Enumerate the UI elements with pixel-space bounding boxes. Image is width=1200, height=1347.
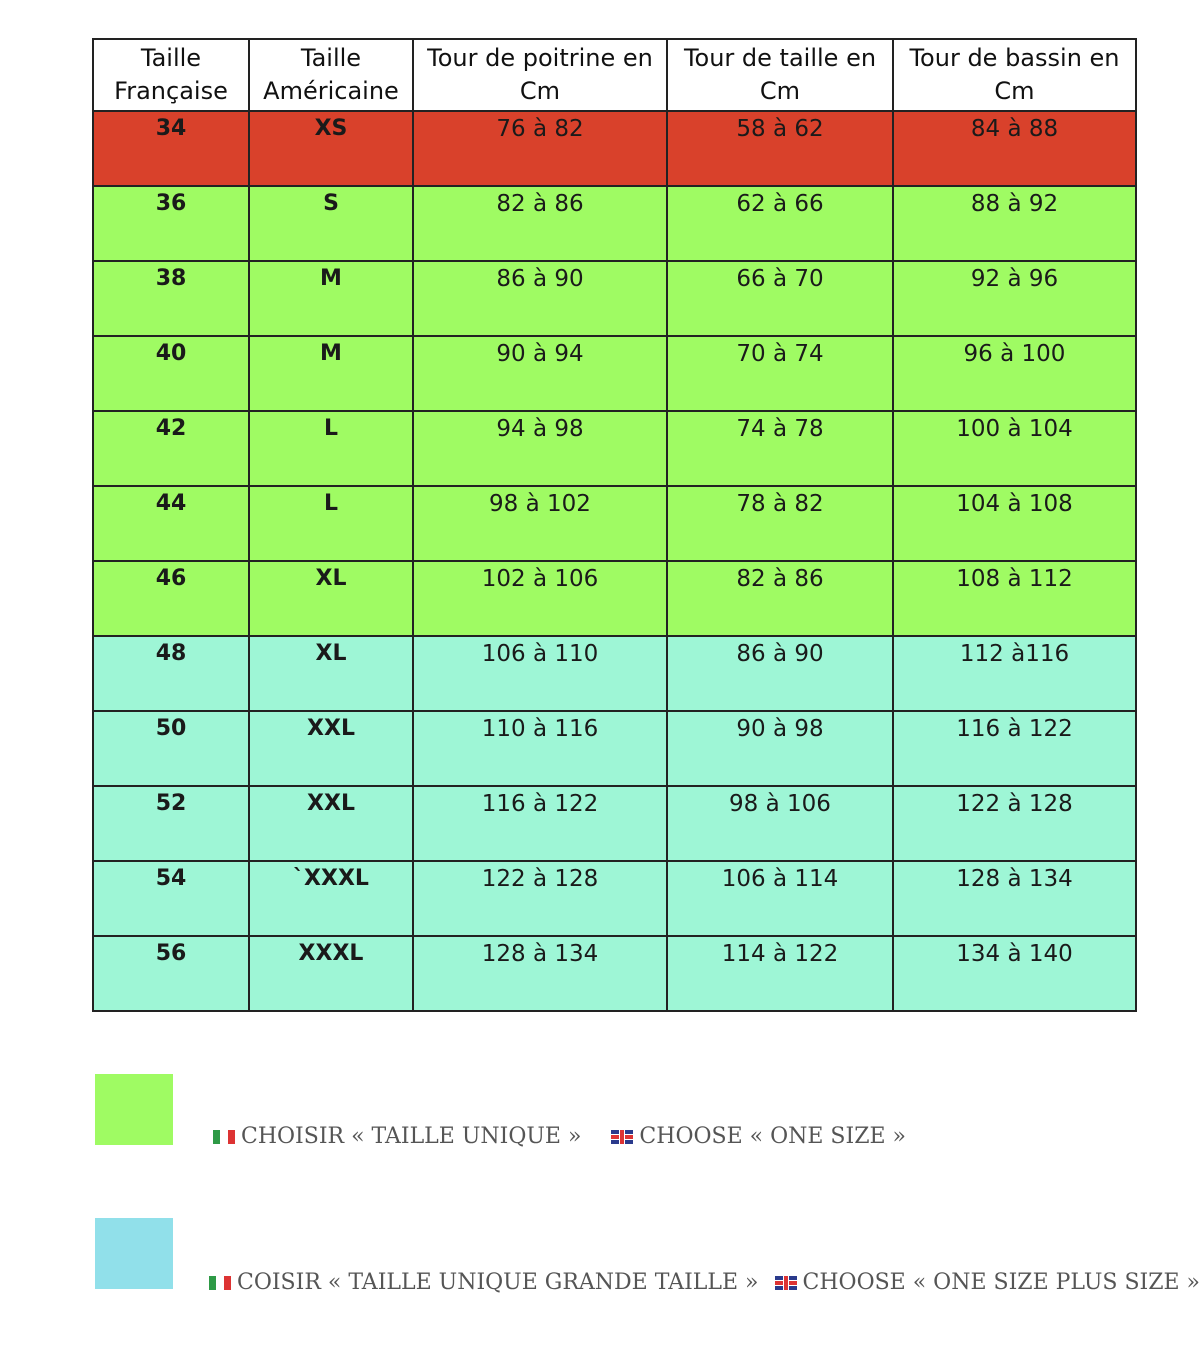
- table-row: [93, 786, 1136, 861]
- cell-hips: 116 à 122: [893, 711, 1136, 786]
- cell-french-size: 36: [93, 186, 249, 261]
- cell-french-size: 56: [93, 936, 249, 1011]
- header-hips: Tour de bassin en Cm: [893, 39, 1136, 111]
- cell-french-size: 40: [93, 336, 249, 411]
- cell-french-size: 34: [93, 111, 249, 186]
- cell-chest: 106 à 110: [413, 636, 667, 711]
- cell-waist: 74 à 78: [667, 411, 893, 486]
- uk-flag-icon: [775, 1276, 797, 1290]
- table-row: [93, 186, 1136, 261]
- table-row: [93, 561, 1136, 636]
- legend-en-text: CHOOSE « ONE SIZE »: [639, 1124, 906, 1149]
- cell-french-size: 44: [93, 486, 249, 561]
- cell-american-size: XL: [249, 636, 413, 711]
- table-row: [93, 111, 1136, 186]
- cell-chest: 122 à 128: [413, 861, 667, 936]
- legend-swatch-green: [95, 1074, 173, 1145]
- cell-hips: 134 à 140: [893, 936, 1136, 1011]
- table-row: [93, 336, 1136, 411]
- legend-one-size: [95, 1074, 906, 1149]
- cell-chest: 90 à 94: [413, 336, 667, 411]
- table-row: [93, 711, 1136, 786]
- table-row: [93, 936, 1136, 1011]
- cell-american-size: XL: [249, 561, 413, 636]
- cell-waist: 98 à 106: [667, 786, 893, 861]
- table-row: [93, 636, 1136, 711]
- cell-chest: 86 à 90: [413, 261, 667, 336]
- legend-text: [209, 1270, 1200, 1295]
- cell-hips: 112 à116: [893, 636, 1136, 711]
- header-chest: Tour de poitrine en Cm: [413, 39, 667, 111]
- cell-french-size: 52: [93, 786, 249, 861]
- cell-chest: 110 à 116: [413, 711, 667, 786]
- cell-waist: 114 à 122: [667, 936, 893, 1011]
- uk-flag-icon: [611, 1130, 633, 1144]
- cell-hips: 108 à 112: [893, 561, 1136, 636]
- table-header-row: [93, 39, 1136, 111]
- cell-hips: 84 à 88: [893, 111, 1136, 186]
- cell-chest: 82 à 86: [413, 186, 667, 261]
- italy-flag-icon: [213, 1130, 235, 1144]
- cell-american-size: L: [249, 486, 413, 561]
- cell-hips: 88 à 92: [893, 186, 1136, 261]
- cell-waist: 66 à 70: [667, 261, 893, 336]
- cell-chest: 128 à 134: [413, 936, 667, 1011]
- italy-flag-icon: [209, 1276, 231, 1290]
- cell-american-size: XXL: [249, 711, 413, 786]
- cell-french-size: 48: [93, 636, 249, 711]
- cell-french-size: 46: [93, 561, 249, 636]
- size-chart-table: [92, 38, 1137, 1012]
- cell-hips: 128 à 134: [893, 861, 1136, 936]
- cell-american-size: XXXL: [249, 936, 413, 1011]
- cell-hips: 122 à 128: [893, 786, 1136, 861]
- cell-hips: 100 à 104: [893, 411, 1136, 486]
- cell-american-size: M: [249, 261, 413, 336]
- cell-chest: 98 à 102: [413, 486, 667, 561]
- cell-chest: 116 à 122: [413, 786, 667, 861]
- cell-waist: 90 à 98: [667, 711, 893, 786]
- legend-fr-text: COISIR « TAILLE UNIQUE GRANDE TAILLE »: [237, 1270, 759, 1295]
- cell-american-size: XS: [249, 111, 413, 186]
- cell-american-size: M: [249, 336, 413, 411]
- legend-en-text: CHOOSE « ONE SIZE PLUS SIZE »: [802, 1270, 1200, 1295]
- legend-text: [213, 1124, 906, 1149]
- legend-swatch-blue: [95, 1218, 173, 1289]
- cell-american-size: `XXXL: [249, 861, 413, 936]
- cell-hips: 92 à 96: [893, 261, 1136, 336]
- cell-waist: 106 à 114: [667, 861, 893, 936]
- legend-plus-size: [95, 1218, 1200, 1295]
- cell-waist: 62 à 66: [667, 186, 893, 261]
- cell-waist: 70 à 74: [667, 336, 893, 411]
- cell-waist: 78 à 82: [667, 486, 893, 561]
- header-waist: Tour de taille en Cm: [667, 39, 893, 111]
- cell-hips: 104 à 108: [893, 486, 1136, 561]
- cell-french-size: 50: [93, 711, 249, 786]
- table-row: [93, 261, 1136, 336]
- cell-waist: 82 à 86: [667, 561, 893, 636]
- cell-french-size: 42: [93, 411, 249, 486]
- cell-chest: 94 à 98: [413, 411, 667, 486]
- cell-french-size: 38: [93, 261, 249, 336]
- table-row: [93, 861, 1136, 936]
- cell-waist: 86 à 90: [667, 636, 893, 711]
- cell-hips: 96 à 100: [893, 336, 1136, 411]
- table-body: [93, 111, 1136, 1011]
- legend-fr-text: CHOISIR « TAILLE UNIQUE »: [241, 1124, 582, 1149]
- cell-french-size: 54: [93, 861, 249, 936]
- header-french-size: Taille Française: [93, 39, 249, 111]
- table-row: [93, 486, 1136, 561]
- cell-chest: 76 à 82: [413, 111, 667, 186]
- cell-american-size: S: [249, 186, 413, 261]
- cell-waist: 58 à 62: [667, 111, 893, 186]
- cell-american-size: XXL: [249, 786, 413, 861]
- cell-american-size: L: [249, 411, 413, 486]
- cell-chest: 102 à 106: [413, 561, 667, 636]
- table-row: [93, 411, 1136, 486]
- header-american-size: Taille Américaine: [249, 39, 413, 111]
